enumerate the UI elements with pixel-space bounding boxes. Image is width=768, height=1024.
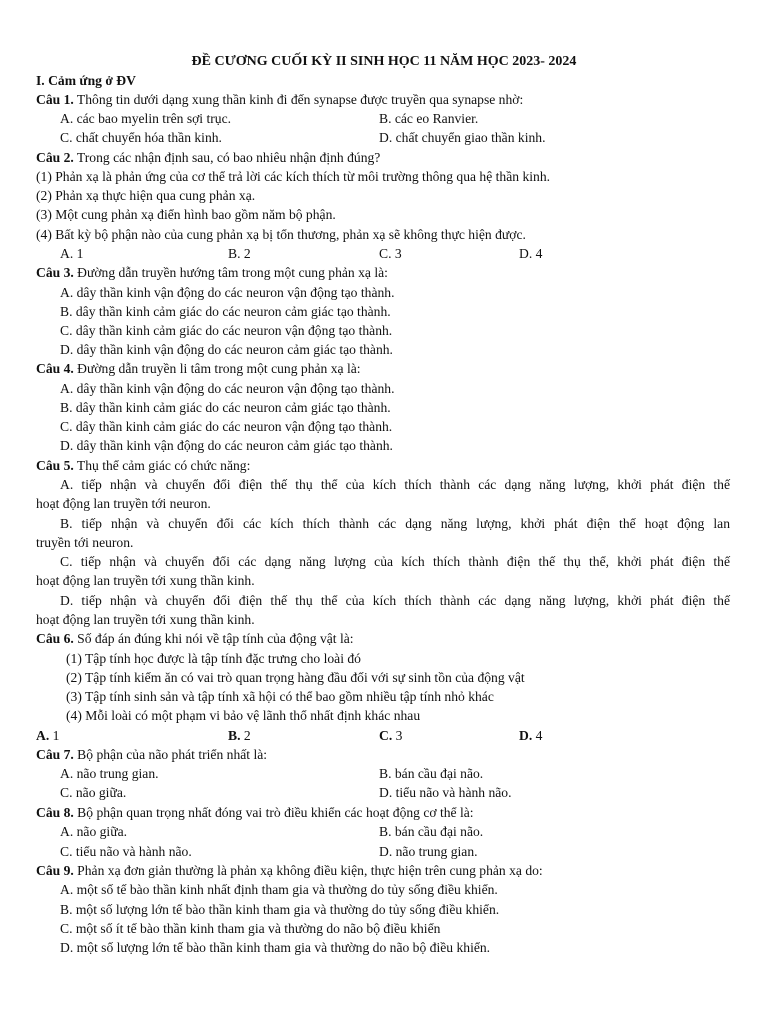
q4-option-a: A. dây thần kinh vận động do các neuron vận động tạo thành.	[60, 381, 395, 396]
q5-option-d-line-2: hoạt động lan truyền tới xung thần kinh.	[36, 612, 255, 627]
q7-option-b: B. bán cầu đại não.	[379, 766, 484, 781]
question-label: Câu 2.	[36, 150, 74, 165]
option-letter: A.	[36, 728, 50, 743]
q9-option-d: D. một số lượng lớn tế bào thần kinh tham gia và thường do não bộ điều khiển.	[60, 940, 491, 955]
question-label: Câu 3.	[36, 265, 74, 280]
option-value: 1	[49, 728, 60, 743]
question-3	[36, 263, 388, 282]
question-text: Trong các nhận định sau, có bao nhiêu nhận định đúng?	[73, 150, 381, 165]
question-label: Câu 1.	[36, 92, 74, 107]
q2-option-b: B. 2	[228, 246, 251, 261]
q3-option-b: B. dây thần kinh cảm giác do các neuron cảm giác tạo thành.	[60, 304, 391, 319]
question-text: Thụ thể cảm giác có chức năng:	[73, 458, 251, 473]
q9-option-b: B. một số lượng lớn tế bào thần kinh tham gia và thường do tủy sống điều khiển.	[60, 902, 500, 917]
question-label: Câu 9.	[36, 863, 74, 878]
q8-option-c: C. tiểu não và hành não.	[60, 844, 192, 859]
q6-statement-2: (2) Tập tính kiếm ăn có vai trò quan trọng hàng đầu đối với sự sinh tồn của động vật	[66, 670, 525, 685]
q6-statement-1: (1) Tập tính học được là tập tính đặc trưng cho loài đó	[66, 651, 361, 666]
option-value: 4	[532, 728, 543, 743]
question-6	[36, 629, 354, 648]
question-1	[36, 90, 523, 109]
q2-statement-2: (2) Phản xạ thực hiện qua cung phản xạ.	[36, 188, 256, 203]
option-value: 2	[240, 728, 251, 743]
q7-option-c: C. não giữa.	[60, 785, 127, 800]
q8-option-a: A. não giữa.	[60, 824, 128, 839]
q5-option-b-line-2: truyền tới neuron.	[36, 535, 134, 550]
option-letter: C.	[379, 728, 393, 743]
question-text: Đường dẫn truyền hướng tâm trong một cung phản xạ là:	[73, 265, 388, 280]
question-text: Phản xạ đơn giản thường là phản xạ không điều kiện, thực hiện trên cung phản xạ do:	[73, 863, 543, 878]
q6-option-a	[36, 726, 59, 745]
q6-option-c	[379, 726, 402, 745]
q9-option-c: C. một số ít tế bào thần kinh tham gia và thường do não bộ điều khiển	[60, 921, 441, 936]
q2-option-a: A. 1	[60, 246, 84, 261]
q5-option-a-line-1: A. tiếp nhận và chuyển đổi điện thế thụ thể của kích thích thành các dạng năng lượng, khởi phát điện thế	[60, 477, 730, 492]
q9-option-a: A. một số tế bào thần kinh nhất định tham gia và thường do tủy sống điều khiển.	[60, 882, 498, 897]
q8-option-b: B. bán cầu đại não.	[379, 824, 484, 839]
page-title: ĐỀ CƯƠNG CUỐI KỲ II SINH HỌC 11 NĂM HỌC 2023- 2024	[191, 54, 577, 69]
option-value: 3	[392, 728, 403, 743]
q6-statement-4: (4) Mỗi loài có một phạm vi bảo vệ lãnh thổ nhất định khác nhau	[66, 708, 421, 723]
q3-option-d: D. dây thần kinh vận động do các neuron cảm giác tạo thành.	[60, 342, 393, 357]
q2-option-d: D. 4	[519, 246, 543, 261]
q6-option-b	[228, 726, 251, 745]
q6-option-d	[519, 726, 542, 745]
q5-option-c-line-2: hoạt động lan truyền tới xung thần kinh.	[36, 573, 255, 588]
question-label: Câu 8.	[36, 805, 74, 820]
section-heading: I. Cảm ứng ở ĐV	[36, 73, 136, 88]
q2-statement-3: (3) Một cung phản xạ điển hình bao gồm năm bộ phận.	[36, 207, 336, 222]
q7-option-d: D. tiểu não và hành não.	[379, 785, 512, 800]
question-text: Bộ phận quan trọng nhất đóng vai trò điều khiển các hoạt động cơ thể là:	[73, 805, 474, 820]
question-label: Câu 6.	[36, 631, 74, 646]
q5-option-a-line-2: hoạt động lan truyền tới neuron.	[36, 496, 211, 511]
q8-option-d: D. não trung gian.	[379, 844, 478, 859]
q2-option-c: C. 3	[379, 246, 402, 261]
question-label: Câu 4.	[36, 361, 74, 376]
option-letter: D.	[519, 728, 533, 743]
question-5	[36, 456, 250, 475]
q2-statement-4: (4) Bất kỳ bộ phận nào của cung phản xạ bị tổn thương, phản xạ sẽ không thực hiện được.	[36, 227, 526, 242]
q5-option-c-line-1: C. tiếp nhận và chuyển đổi các dạng năng lượng của kích thích thành điện thế thụ thể, khởi phát điện thế	[60, 554, 730, 569]
question-text: Đường dẫn truyền li tâm trong một cung phản xạ là:	[73, 361, 361, 376]
q7-option-a: A. não trung gian.	[60, 766, 159, 781]
question-7	[36, 745, 267, 764]
question-label: Câu 7.	[36, 747, 74, 762]
question-text: Bộ phận của não phát triển nhất là:	[73, 747, 268, 762]
question-8	[36, 803, 474, 822]
question-text: Thông tin dưới dạng xung thần kinh đi đến synapse được truyền qua synapse nhờ:	[73, 92, 524, 107]
q1-option-d: D. chất chuyển giao thần kinh.	[379, 130, 546, 145]
q4-option-d: D. dây thần kinh vận động do các neuron cảm giác tạo thành.	[60, 438, 393, 453]
question-4	[36, 359, 361, 378]
option-letter: B.	[228, 728, 241, 743]
question-9	[36, 861, 543, 880]
question-text: Số đáp án đúng khi nói về tập tính của động vật là:	[73, 631, 354, 646]
q3-option-a: A. dây thần kinh vận động do các neuron vận động tạo thành.	[60, 285, 395, 300]
q5-option-d-line-1: D. tiếp nhận và chuyển đổi điện thế thụ thể của kích thích thành các dạng năng lượng, khởi phát điện thế	[60, 593, 730, 608]
q1-option-c: C. chất chuyển hóa thần kinh.	[60, 130, 222, 145]
q6-statement-3: (3) Tập tính sinh sản và tập tính xã hội có thể bao gồm nhiều tập tính nhỏ khác	[66, 689, 494, 704]
q3-option-c: C. dây thần kinh cảm giác do các neuron vận động tạo thành.	[60, 323, 393, 338]
q4-option-c: C. dây thần kinh cảm giác do các neuron vận động tạo thành.	[60, 419, 393, 434]
q2-statement-1: (1) Phản xạ là phản ứng của cơ thể trả lời các kích thích từ môi trường thông qua hệ thần kinh.	[36, 169, 551, 184]
question-2	[36, 148, 380, 167]
q4-option-b: B. dây thần kinh cảm giác do các neuron cảm giác tạo thành.	[60, 400, 391, 415]
question-label: Câu 5.	[36, 458, 74, 473]
q1-option-a: A. các bao myelin trên sợi trục.	[60, 111, 232, 126]
q1-option-b: B. các eo Ranvier.	[379, 111, 479, 126]
q5-option-b-line-1: B. tiếp nhận và chuyển đổi các kích thích thành các dạng năng lượng, khởi phát điện thế hoạt động lan	[60, 516, 730, 531]
